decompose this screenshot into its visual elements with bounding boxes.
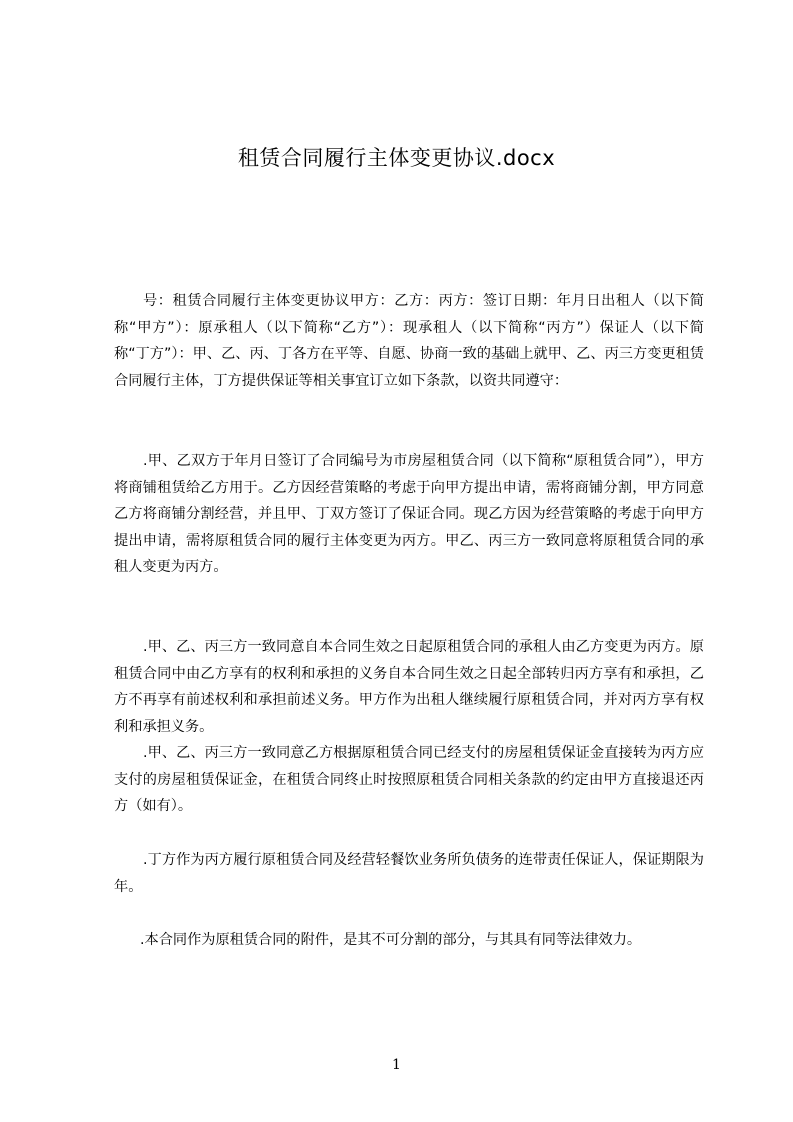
clause-paragraph-4: .丁方作为丙方履行原租赁合同及经营轻餐饮业务所负债务的连带责任保证人，保证期限为年。 (114, 852, 704, 895)
clause-paragraph-5: .本合同作为原租赁合同的附件，是其不可分割的部分，与其具有同等法律效力。 (140, 932, 642, 948)
clause-paragraph-1: .甲、乙双方于年月日签订了合同编号为市房屋租赁合同（以下简称“原租赁合同”），甲方将商铺租赁给乙方用于。乙方因经营策略的考虑于向甲方提出申请，需将商铺分割，甲方同意乙方将商铺分割经营，并且甲、丁双方签订了保证合同。现乙方因为经营策略的考虑于向甲方提出申请，需将原租赁合同的履行主体变更为丙方。甲乙、丙三方一致同意将原租赁合同的承租人变更为丙方。 (114, 453, 704, 575)
page-number: 1 (392, 1057, 401, 1073)
clause-paragraph-3: .甲、乙、丙三方一致同意乙方根据原租赁合同已经支付的房屋租赁保证金直接转为丙方应支付的房屋租赁保证金，在租赁合同终止时按照原租赁合同相关条款的约定由甲方直接退还丙方（如有）。 (114, 745, 704, 814)
preamble-paragraph: 号：租赁合同履行主体变更协议甲方：乙方：丙方：签订日期：年月日出租人（以下简称“甲方”）：原承租人（以下简称“乙方”）：现承租人（以下简称“丙方”）保证人（以下简称“丁方”）：甲、乙、丙、丁各方在平等、自愿、协商一致的基础上就甲、乙、丙三方变更租赁合同履行主体，丁方提供保证等相关事宜订立如下条款，以资共同遵守： (114, 293, 704, 389)
document-title: 租赁合同履行主体变更协议.docx (237, 146, 556, 170)
clause-paragraph-2: .甲、乙、丙三方一致同意自本合同生效之日起原租赁合同的承租人由乙方变更为丙方。原租赁合同中由乙方享有的权利和承担的义务自本合同生效之日起全部转归丙方享有和承担，乙方不再享有前述权利和承担前述义务。甲方作为出租人继续履行原租赁合同，并对丙方享有权利和承担义务。 (114, 639, 704, 735)
